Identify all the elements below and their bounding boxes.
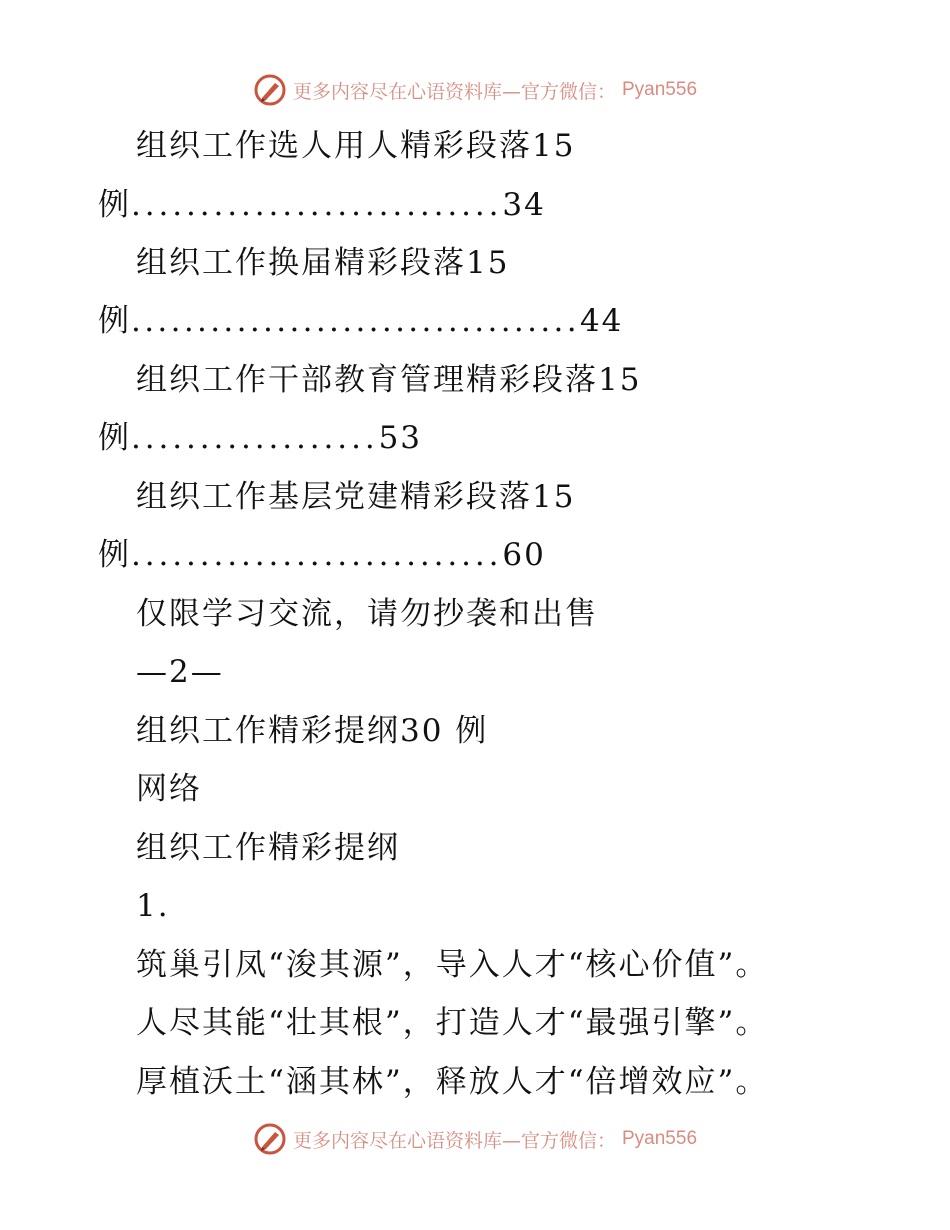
toc-entry-2-dots: .................................. (131, 303, 580, 339)
notice-text: 仅限学习交流，请勿抄袭和出售 (136, 596, 598, 632)
pen-logo-icon (253, 1122, 287, 1156)
toc-entry-1-title: 组织工作选人用人精彩段落15 (136, 128, 576, 164)
toc-entry-4-page: 60 (502, 537, 546, 573)
toc-entry-4-dots: ........................... (131, 537, 503, 573)
page-marker: —2— (136, 654, 224, 690)
toc-entry-2-title: 组织工作换届精彩段落15 (136, 245, 510, 281)
toc-entry-4-leader (98, 535, 546, 575)
toc-entry-3-cont: 例 (98, 420, 131, 456)
pen-logo-icon (253, 73, 287, 107)
source-text: 网络 (136, 771, 202, 807)
toc-entry-3-title: 组织工作干部教育管理精彩段落15 (136, 362, 642, 398)
toc-entry-4-title: 组织工作基层党建精彩段落15 (136, 479, 576, 515)
toc-entry-1-leader (98, 185, 546, 225)
body-line-3: 厚植沃土“涵其林”，释放人才“倍增效应”。 (136, 1064, 769, 1100)
watermark-wechat-id: Pyan556 (622, 1128, 698, 1149)
watermark-text: 更多内容尽在心语资料库—官方微信： (292, 1129, 616, 1152)
header-watermark (0, 70, 950, 110)
item-number: 1. (136, 888, 170, 924)
toc-entry-4-cont: 例 (98, 537, 131, 573)
toc-entry-2-page: 44 (579, 303, 624, 339)
watermark-text: 更多内容尽在心语资料库—官方微信： (292, 80, 616, 103)
body-line-2: 人尽其能“壮其根”，打造人才“最强引擎”。 (136, 1005, 769, 1041)
toc-entry-1-dots: ........................... (131, 187, 503, 223)
section-title: 组织工作精彩提纲 (136, 830, 400, 866)
watermark-wechat-id: Pyan556 (622, 79, 698, 100)
doc-title: 组织工作精彩提纲30 例 (136, 713, 489, 749)
toc-entry-2-leader (98, 301, 623, 341)
toc-entry-2-cont: 例 (98, 303, 131, 339)
footer-watermark (0, 1119, 950, 1159)
toc-entry-3-leader (98, 418, 422, 458)
toc-entry-1-page: 34 (502, 187, 546, 223)
toc-entry-1-cont: 例 (98, 187, 131, 223)
toc-entry-3-page: 53 (378, 420, 423, 456)
body-line-1: 筑巢引凤“浚其源”，导入人才“核心价值”。 (136, 947, 769, 983)
toc-entry-3-dots: .................. (131, 420, 379, 456)
